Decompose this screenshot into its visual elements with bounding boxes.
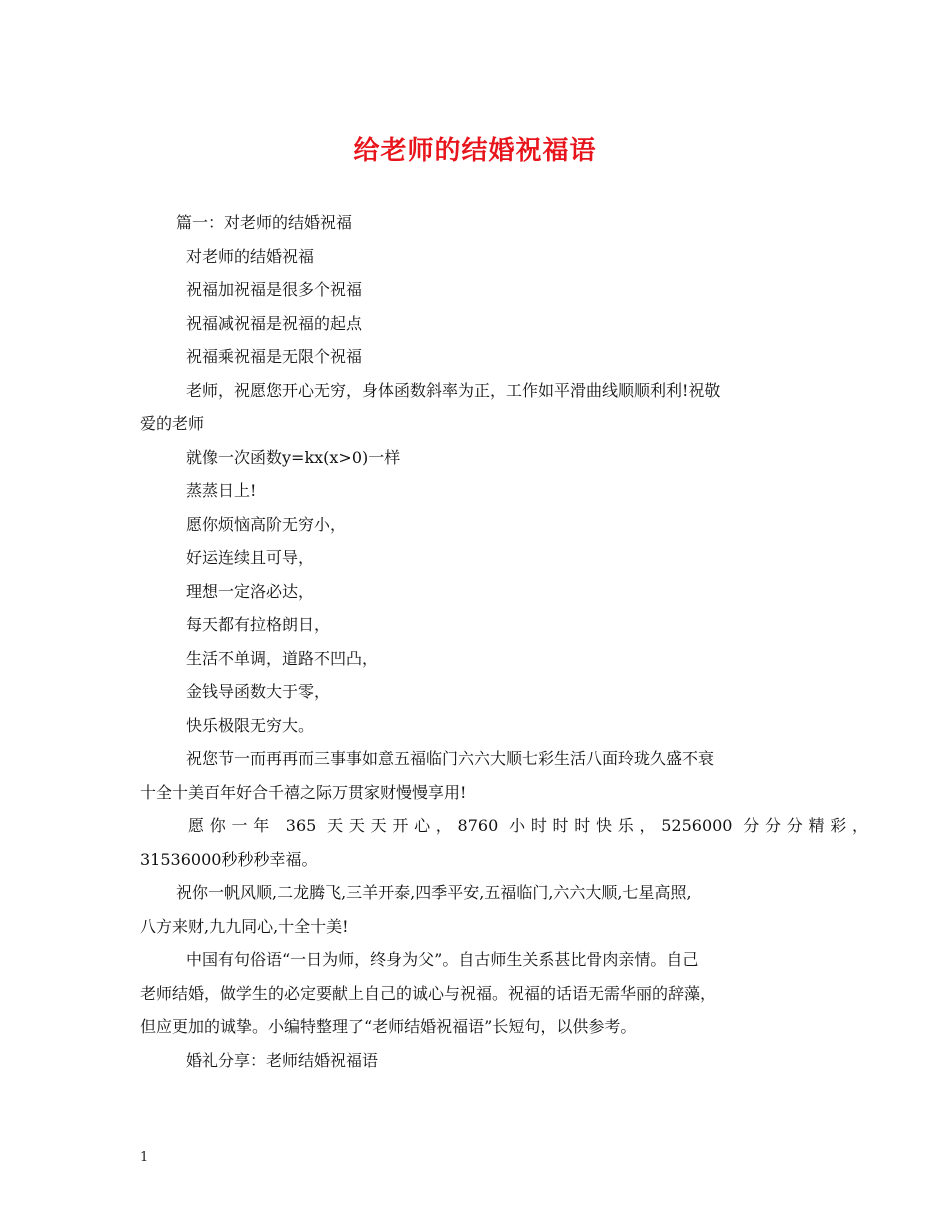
text-line-20: 31536000秒秒秒幸福。 (140, 849, 318, 869)
text-line-14: 生活不单调，道路不凹凸， (186, 648, 379, 668)
text-line-3: 祝福加祝福是很多个祝福 (186, 280, 363, 299)
text-line-22: 八方来财,九九同心,十全十美! (140, 916, 349, 936)
text-line-19: 愿你一年 365 天天天开心，8760 小时时时快乐，5256000 分分分精彩， (188, 816, 868, 835)
text-line-25: 但应更加的诚挚。小编特整理了“老师结婚祝福语”长短句，以供参考。 (140, 1017, 637, 1036)
text-line-2: 对老师的结婚祝福 (186, 246, 315, 266)
text-line-11: 好运连续且可导， (186, 548, 315, 567)
text-line-12: 理想一定洛必达， (186, 581, 315, 601)
text-line-4: 祝福减祝福是祝福的起点 (186, 313, 363, 333)
text-line-17: 祝您节一而再再而三事事如意五福临门六六大顺七彩生活八面玲珑久盛不衰 (186, 749, 715, 768)
text-line-16: 快乐极限无穷大。 (186, 715, 315, 735)
text-line-26: 婚礼分享：老师结婚祝福语 (186, 1050, 379, 1070)
text-line-23: 中国有句俗语“一日为师，终身为父”。自古师生关系甚比骨肉亲情。自己 (186, 950, 699, 969)
text-line-1: 篇一：对老师的结婚祝福 (176, 213, 353, 232)
page-number: 1 (140, 1150, 149, 1165)
text-line-8: 就像一次函数y=kx(x>0)一样 (186, 447, 401, 467)
text-line-21: 祝你一帆风顺,二龙腾飞,三羊开泰,四季平安,五福临门,六六大顺,七星高照, (176, 883, 692, 902)
text-line-10: 愿你烦恼高阶无穷小， (186, 514, 347, 534)
text-line-9: 蒸蒸日上! (186, 481, 257, 500)
text-line-24: 老师结婚，做学生的必定要献上自己的诚心与祝福。祝福的话语无需华丽的辞藻， (140, 983, 717, 1003)
text-line-15: 金钱导函数大于零， (186, 682, 331, 701)
text-line-18: 十全十美百年好合千禧之际万贯家财慢慢享用! (140, 782, 467, 802)
text-line-6: 老师，祝愿您开心无穷，身体函数斜率为正，工作如平滑曲线顺顺利利!祝敬 (186, 380, 721, 400)
text-line-13: 每天都有拉格朗日， (186, 615, 331, 634)
text-line-5: 祝福乘祝福是无限个祝福 (186, 347, 363, 366)
text-line-7: 爱的老师 (140, 414, 205, 433)
page-title: 给老师的结婚祝福语 (353, 136, 597, 166)
document-body (140, 206, 868, 1077)
